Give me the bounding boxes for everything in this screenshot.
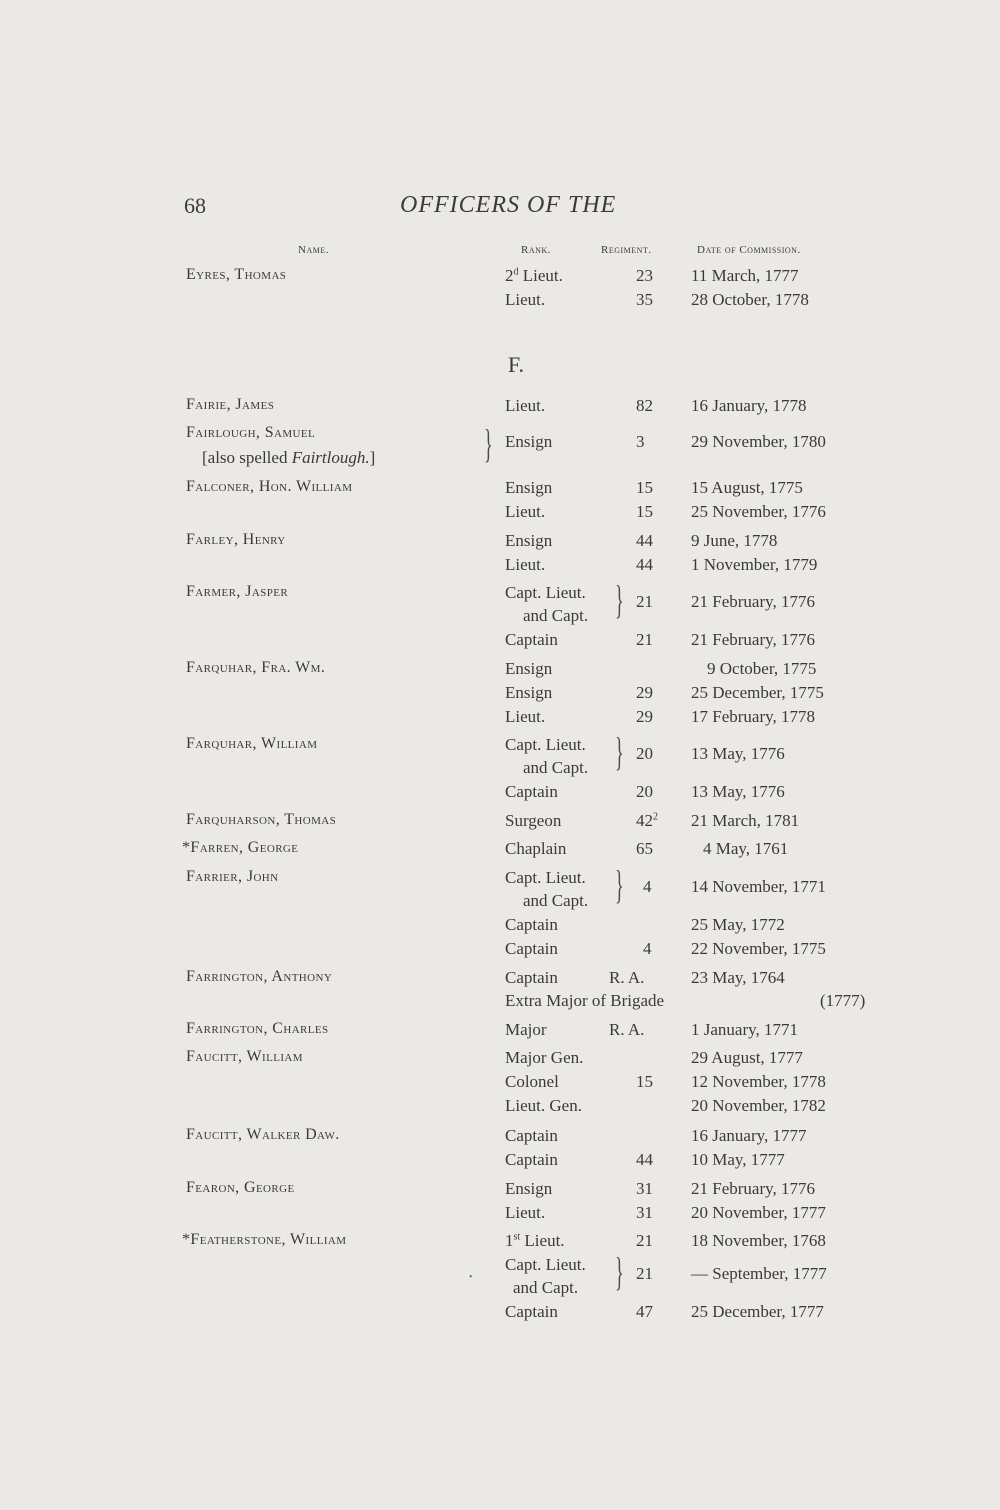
regiment: 4 — [643, 877, 652, 896]
commission-date: 21 February, 1776 — [691, 592, 816, 611]
commission-date: 10 May, 1777 — [691, 1150, 785, 1169]
officer-name: Farrier, John — [186, 868, 279, 885]
regiment: 23 — [636, 266, 653, 285]
table-row — [0, 1020, 1000, 1046]
regiment: 15 — [636, 1072, 653, 1091]
rank: Ensign — [505, 683, 553, 702]
commission-date: 1 November, 1779 — [691, 555, 818, 574]
table-row — [0, 592, 1000, 618]
regiment: 29 — [636, 707, 653, 726]
header-rank: Rank. — [521, 244, 551, 256]
commission-date: 13 May, 1776 — [691, 744, 785, 763]
table-row — [0, 266, 1000, 292]
rank: Lieut. — [505, 555, 546, 574]
commission-date: 11 March, 1777 — [691, 266, 799, 285]
regiment: 44 — [636, 555, 653, 574]
table-row — [0, 1096, 1000, 1122]
commission-date: 29 August, 1777 — [691, 1048, 803, 1067]
table-row — [0, 290, 1000, 316]
regiment: 21 — [636, 1231, 653, 1250]
rank: Lieut. — [505, 396, 546, 415]
commission-date: 18 November, 1768 — [691, 1231, 826, 1250]
table-row — [0, 1179, 1000, 1205]
table-row — [0, 1203, 1000, 1229]
brace: } — [615, 729, 624, 774]
regiment: 65 — [636, 839, 653, 858]
rank: Major — [505, 1020, 547, 1039]
table-row — [0, 396, 1000, 422]
brace: } — [615, 862, 624, 907]
regiment: 20 — [636, 782, 653, 801]
table-row — [0, 683, 1000, 709]
rank: Captain — [505, 1150, 558, 1169]
rank: Ensign — [505, 478, 553, 497]
commission-date: — September, 1777 — [691, 1264, 827, 1283]
rank: Capt. Lieut. — [505, 1255, 586, 1274]
rank: Captain — [505, 782, 558, 801]
rank: Lieut. — [505, 502, 546, 521]
table-row — [0, 1072, 1000, 1098]
regiment: 31 — [636, 1203, 653, 1222]
commission-date: 25 May, 1772 — [691, 915, 785, 934]
rank: Captain — [505, 630, 558, 649]
table-row — [0, 877, 1000, 903]
regiment: R. A. — [609, 968, 645, 987]
rank-continued: and Capt. — [523, 758, 589, 777]
rank: Chaplain — [505, 839, 567, 858]
regiment: 44 — [636, 531, 653, 550]
rank: Captain — [505, 968, 558, 987]
table-row — [0, 782, 1000, 808]
officer-name: Farquharson, Thomas — [186, 811, 337, 828]
regiment: 15 — [636, 502, 653, 521]
table-row — [0, 915, 1000, 941]
rank: Capt. Lieut. — [505, 735, 586, 754]
table-row — [0, 531, 1000, 557]
name-note: [also spelled Fairtlough.] — [202, 448, 376, 467]
regiment: R. A. — [609, 1020, 645, 1039]
commission-date: 1 January, 1771 — [691, 1020, 799, 1039]
table-row — [0, 839, 1000, 865]
rank: Surgeon — [505, 811, 562, 830]
rank-continued: and Capt. — [523, 891, 589, 910]
commission-date: 22 November, 1775 — [691, 939, 826, 958]
rank-continued: and Capt. — [513, 1278, 579, 1297]
appointment-year: (1777) — [820, 991, 866, 1010]
commission-date: 28 October, 1778 — [691, 290, 809, 309]
table-row — [0, 1048, 1000, 1074]
commission-date: 20 November, 1777 — [691, 1203, 826, 1222]
commission-date: 15 August, 1775 — [691, 478, 803, 497]
page-number: 68 — [184, 193, 206, 218]
regiment: 15 — [636, 478, 653, 497]
rank: 1st Lieut. — [505, 1231, 565, 1250]
table-row — [0, 991, 1000, 1017]
commission-date: 25 December, 1777 — [691, 1302, 824, 1321]
officer-name: *Featherstone, William — [182, 1231, 347, 1248]
table-row — [0, 811, 1000, 837]
table-row — [0, 630, 1000, 656]
print-speck: • — [469, 1272, 473, 1283]
rank: Ensign — [505, 432, 553, 451]
regiment: 31 — [636, 1179, 653, 1198]
regiment: 44 — [636, 1150, 653, 1169]
regiment: 4 — [643, 939, 652, 958]
extra-appointment: Extra Major of Brigade — [505, 991, 665, 1010]
commission-date: 12 November, 1778 — [691, 1072, 826, 1091]
rank: Ensign — [505, 531, 553, 550]
regiment: 21 — [636, 1264, 653, 1283]
regiment: 21 — [636, 592, 653, 611]
rank: Major Gen. — [505, 1048, 584, 1067]
rank: Ensign — [505, 659, 553, 678]
table-row — [0, 1231, 1000, 1257]
rank: Colonel — [505, 1072, 559, 1091]
table-row — [0, 502, 1000, 528]
officer-name: Eyres, Thomas — [186, 266, 287, 283]
rank: Captain — [505, 1302, 558, 1321]
table-row — [0, 432, 1000, 458]
rank: Lieut. Gen. — [505, 1096, 582, 1115]
commission-date: 25 November, 1776 — [691, 502, 826, 521]
table-row — [0, 744, 1000, 770]
regiment: 82 — [636, 396, 653, 415]
section-letter: F. — [508, 352, 524, 377]
commission-date: 16 January, 1778 — [691, 396, 807, 415]
commission-date: 9 October, 1775 — [707, 659, 817, 678]
officer-name: Farquhar, Fra. Wm. — [186, 659, 326, 676]
rank: Capt. Lieut. — [505, 583, 586, 602]
rank: Lieut. — [505, 290, 546, 309]
header-date: Date of Commission. — [697, 244, 801, 256]
commission-date: 4 May, 1761 — [703, 839, 789, 858]
rank: Captain — [505, 1126, 558, 1145]
commission-date: 29 November, 1780 — [691, 432, 826, 451]
regiment: 29 — [636, 683, 653, 702]
brace: } — [615, 577, 624, 622]
brace: } — [615, 1249, 624, 1294]
table-row — [0, 555, 1000, 581]
officer-name: Farrington, Charles — [186, 1020, 329, 1037]
rank: Lieut. — [505, 1203, 546, 1222]
table-row — [0, 478, 1000, 504]
commission-date: 25 December, 1775 — [691, 683, 824, 702]
officer-name: Farmer, Jasper — [186, 583, 289, 600]
rank: Ensign — [505, 1179, 553, 1198]
regiment: 3 — [636, 432, 645, 451]
rank-continued: and Capt. — [523, 606, 589, 625]
commission-date: 9 June, 1778 — [691, 531, 778, 550]
rank: Captain — [505, 939, 558, 958]
table-row — [0, 1150, 1000, 1176]
commission-date: 21 March, 1781 — [691, 811, 800, 830]
table-row — [0, 659, 1000, 685]
rank: Capt. Lieut. — [505, 868, 586, 887]
table-row — [0, 1302, 1000, 1328]
rank: Lieut. — [505, 707, 546, 726]
table-row — [0, 1126, 1000, 1152]
table-row — [0, 939, 1000, 965]
table-row — [0, 1264, 1000, 1290]
table-row — [0, 707, 1000, 733]
officer-name: Fearon, George — [186, 1179, 295, 1196]
regiment: 35 — [636, 290, 653, 309]
commission-date: 20 November, 1782 — [691, 1096, 826, 1115]
brace: } — [484, 421, 493, 466]
header-name: Name. — [298, 244, 329, 256]
rank: Captain — [505, 915, 558, 934]
commission-date: 16 January, 1777 — [691, 1126, 807, 1145]
regiment: 21 — [636, 630, 653, 649]
commission-date: 21 February, 1776 — [691, 1179, 816, 1198]
officer-name: Fairlough, Samuel — [186, 424, 316, 441]
regiment: $42^2$ — [636, 811, 658, 830]
regiment: 47 — [636, 1302, 653, 1321]
officer-name: Farrington, Anthony — [186, 968, 333, 985]
commission-date: 23 May, 1764 — [691, 968, 785, 987]
rank: 2$^d$ Lieut. — [505, 266, 563, 285]
commission-date: 14 November, 1771 — [691, 877, 826, 896]
officer-name: Falconer, Hon. William — [186, 478, 353, 495]
officer-name: Fairie, James — [186, 396, 275, 413]
commission-date: 21 February, 1776 — [691, 630, 816, 649]
officer-name: Faucitt, William — [186, 1048, 303, 1065]
officer-name: Farquhar, William — [186, 735, 318, 752]
officer-name: *Farren, George — [182, 839, 299, 856]
commission-date: 17 February, 1778 — [691, 707, 816, 726]
officer-name: Farley, Henry — [186, 531, 286, 548]
regiment: 20 — [636, 744, 653, 763]
header-regiment: Regiment. — [601, 244, 652, 256]
commission-date: 13 May, 1776 — [691, 782, 785, 801]
running-head: OFFICERS OF THE — [400, 192, 617, 218]
officer-name: Faucitt, Walker Daw. — [186, 1126, 340, 1143]
